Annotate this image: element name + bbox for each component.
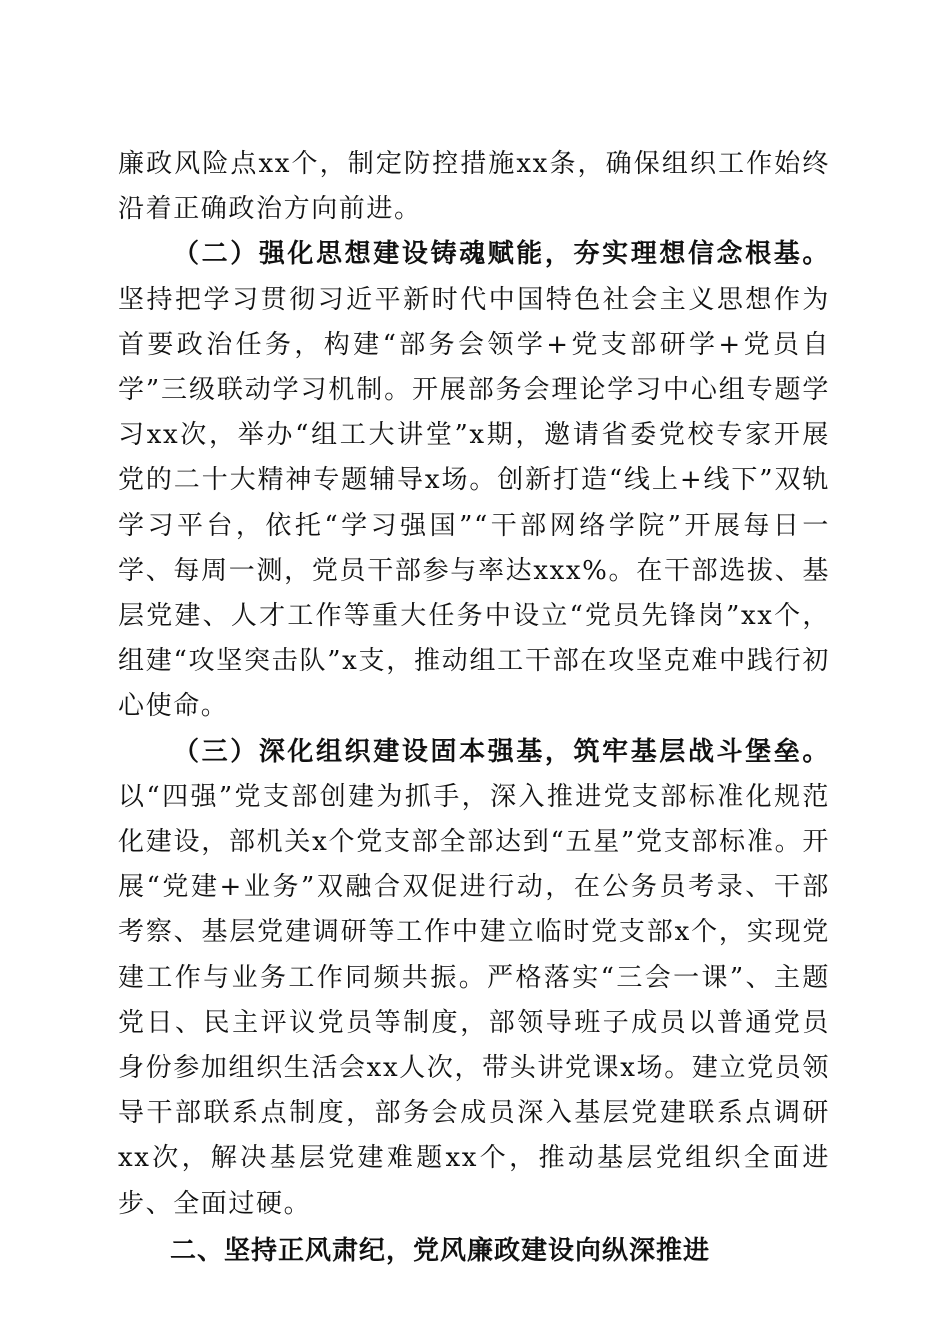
paragraph-ideological-building bbox=[118, 232, 830, 729]
section-heading bbox=[118, 1229, 830, 1274]
paragraph-lead: （二）强化思想建设铸魂赋能，夯实理想信念根基。 bbox=[173, 239, 830, 270]
paragraph-text: 坚持把学习贯彻习近平新时代中国特色社会主义思想作为首要政治任务，构建“部务会领学+党支部研学+党员自学”三级联动学习机制。开展部务会理论学习中心组专题学习xx次，举办“组工大讲堂”x期，邀请省委党校专家开展党的二十大精神专题辅导x场。创新打造“线上+线下”双轨学习平台，依托“学习强国”“干部网络学院”开展每日一学、每周一测，党员干部参与率达xxx%。在干部选拔、基层党建、人才工作等重大任务中设立“党员先锋岗”xx个，组建“攻坚突击队”x支，推动组工干部在攻坚克难中践行初心使命。 bbox=[118, 284, 830, 722]
paragraph-lead: （三）深化组织建设固本强基，筑牢基层战斗堡垒。 bbox=[173, 736, 830, 767]
document-body bbox=[118, 142, 830, 1274]
section-heading-text: 二、坚持正风肃纪，党风廉政建设向纵深推进 bbox=[170, 1235, 711, 1266]
paragraph-organizational-building bbox=[118, 730, 830, 1227]
paragraph-text: 廉政风险点xx个，制定防控措施xx条，确保组织工作始终沿着正确政治方向前进。 bbox=[118, 149, 830, 225]
paragraph-continuation bbox=[118, 142, 830, 232]
paragraph-text: 以“四强”党支部创建为抓手，深入推进党支部标准化规范化建设，部机关x个党支部全部达到“五星”党支部标准。开展“党建+业务”双融合双促进行动，在公务员考录、干部考察、基层党建调研等工作中建立临时党支部x个，实现党建工作与业务工作同频共振。严格落实“三会一课”、主题党日、民主评议党员等制度，部领导班子成员以普通党员身份参加组织生活会xx人次，带头讲党课x场。建立党员领导干部联系点制度，部务会成员深入基层党建联系点调研xx次，解决基层党建难题xx个，推动基层党组织全面进步、全面过硬。 bbox=[118, 781, 830, 1219]
